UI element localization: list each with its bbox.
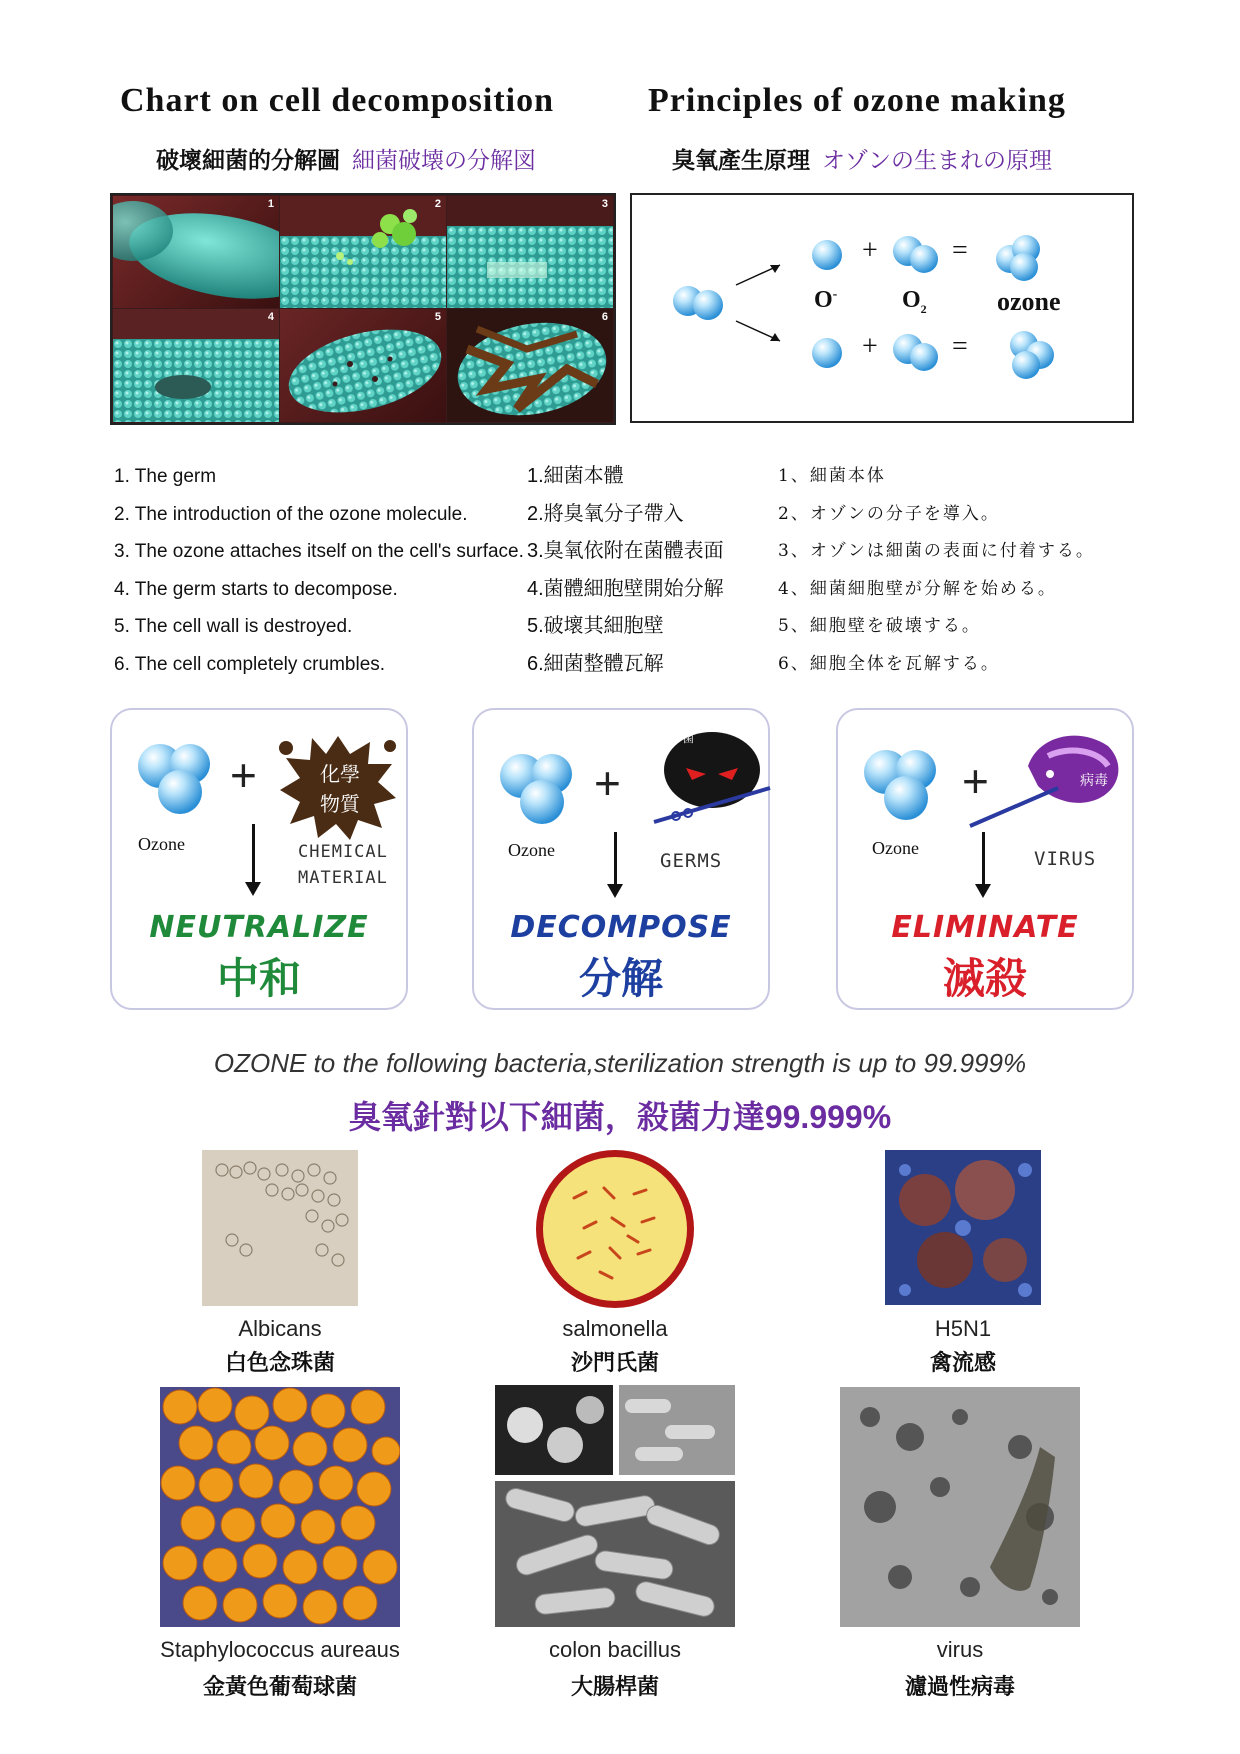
chemical-splat-icon xyxy=(278,732,398,842)
organism-name-zh: 濾過性病毒 xyxy=(904,1674,1015,1699)
salmonella-photo xyxy=(534,1148,696,1310)
eliminate-label-zh: 滅殺 xyxy=(942,955,1027,1002)
ozone-label: ozone xyxy=(997,287,1061,316)
cell-crumbles-image xyxy=(447,309,613,422)
neutralize-label-zh: 中和 xyxy=(216,955,301,1002)
organism-name-en: H5N1 xyxy=(934,1316,992,1341)
germ-icon-text: 菌 xyxy=(683,733,694,745)
cell-tile-5 xyxy=(279,308,447,423)
o2-label xyxy=(902,287,927,317)
organism-name-en: virus xyxy=(936,1637,984,1662)
germs-label: GERMS xyxy=(660,850,723,872)
ozone-label: Ozone xyxy=(508,840,555,860)
cell-decomposition-subtitle-zh: 破壞細菌的分解圖 xyxy=(156,147,340,173)
cell-decomposition-title: Chart on cell decomposition xyxy=(120,82,555,119)
chemical-label-line1: CHEMICAL xyxy=(298,842,388,862)
tile-number: 2 xyxy=(434,198,441,210)
ozone-making-subtitle-zh: 臭氧產生原理 xyxy=(672,147,810,173)
equals-sign-top: = xyxy=(952,235,968,266)
staphylococcus-photo xyxy=(160,1387,400,1627)
decompose-label-zh: 分解 xyxy=(578,955,663,1002)
organism-name-en: salmonella xyxy=(562,1316,668,1341)
step-jp: 1、細菌本体 xyxy=(778,466,886,486)
organism-name-zh: 沙門氏菌 xyxy=(570,1350,659,1375)
chemical-icon-text-2: 物質 xyxy=(320,794,360,816)
o-minus-label xyxy=(814,287,837,314)
virus-label: VIRUS xyxy=(1034,848,1097,870)
steps-list-zh xyxy=(527,458,724,683)
o-minus-base: O xyxy=(814,287,833,313)
tile-number: 1 xyxy=(267,198,274,210)
tile-number: 3 xyxy=(601,198,608,210)
germ-monster-icon xyxy=(634,718,774,828)
plus-sign-top: + xyxy=(862,235,878,266)
cell-tile-6 xyxy=(446,308,614,423)
down-arrow-icon xyxy=(252,824,255,884)
ozone-making-diagram xyxy=(630,193,1134,423)
step-zh: 2.將臭氧分子帶入 xyxy=(527,502,684,525)
cell-tile-4 xyxy=(112,308,280,423)
sterilization-strength-en: OZONE to the following bacteria,sterilization strength is up to 99.999% xyxy=(213,1048,1027,1078)
decompose-card xyxy=(472,708,770,1010)
ozone-making-title: Principles of ozone making xyxy=(648,82,1066,119)
down-arrow-icon xyxy=(982,832,985,886)
ozone-label: Ozone xyxy=(872,838,919,858)
plus-sign-bottom: + xyxy=(862,331,878,362)
virus-icon-text: 病毒 xyxy=(1080,772,1108,788)
organism-name-zh: 白色念珠菌 xyxy=(224,1350,335,1375)
organism-name-en: Albicans xyxy=(238,1316,322,1341)
ozone-molecule-icon xyxy=(132,740,222,820)
tile-number: 6 xyxy=(601,311,608,323)
virus-photo xyxy=(840,1387,1080,1627)
step-zh: 3.臭氧依附在菌體表面 xyxy=(527,540,724,562)
step-en: 2. The introduction of the ozone molecule. xyxy=(114,503,468,525)
cell-wall-destroyed-image xyxy=(280,309,446,422)
step-en: 4. The germ starts to decompose. xyxy=(114,578,398,600)
o-minus-superscript: - xyxy=(832,287,838,302)
step-en: 5. The cell wall is destroyed. xyxy=(114,616,353,637)
step-en: 6. The cell completely crumbles. xyxy=(114,653,386,675)
step-jp: 2、オゾンの分子を導入。 xyxy=(778,503,1000,524)
organism-name-zh: 大腸桿菌 xyxy=(570,1674,659,1699)
ozone-introduction-image xyxy=(280,196,446,308)
ozone-label: Ozone xyxy=(138,834,185,854)
tile-number: 4 xyxy=(267,311,274,323)
step-jp: 3、オゾンは細菌の表面に付着する。 xyxy=(778,541,1095,561)
o2-subscript: 2 xyxy=(920,301,927,316)
plus-sign: + xyxy=(962,755,989,807)
step-jp: 5、細胞壁を破壊する。 xyxy=(778,616,981,636)
step-zh: 5.破壞其細胞壁 xyxy=(527,615,664,637)
decompose-label: DECOMPOSE xyxy=(510,910,732,945)
ozone-attach-image xyxy=(447,196,613,308)
cell-decomposition-chart xyxy=(110,193,616,425)
step-en: 1. The germ xyxy=(114,466,217,487)
cell-tile-2 xyxy=(279,195,447,309)
chemical-icon-text-1: 化學 xyxy=(320,764,360,786)
organism-name-en: colon bacillus xyxy=(548,1637,682,1662)
step-jp: 6、細胞全体を瓦解する。 xyxy=(778,653,1000,674)
plus-sign: + xyxy=(230,749,257,801)
neutralize-card xyxy=(110,708,408,1010)
germ-body-image xyxy=(113,196,279,308)
plus-sign: + xyxy=(594,757,621,809)
cell-tile-3 xyxy=(446,195,614,309)
step-zh: 6.細菌整體瓦解 xyxy=(527,652,664,675)
albicans-photo xyxy=(202,1150,358,1306)
ozone-molecule-icon xyxy=(858,746,948,826)
sterilization-strength-zh: 臭氧針對以下細菌，殺菌力達99.999% xyxy=(348,1099,892,1135)
steps-list-jp xyxy=(778,458,1095,683)
organism-name-zh: 金黃色葡萄球菌 xyxy=(202,1674,357,1699)
equals-sign-bottom: = xyxy=(952,331,968,362)
step-zh: 4.菌體細胞壁開始分解 xyxy=(527,577,724,600)
h5n1-photo xyxy=(885,1150,1041,1305)
decompose-start-image xyxy=(113,309,279,422)
o2-base: O xyxy=(902,287,921,313)
down-arrow-icon xyxy=(614,832,617,886)
step-zh: 1.細菌本體 xyxy=(527,465,624,487)
eliminate-label: ELIMINATE xyxy=(891,910,1079,945)
step-en: 3. The ozone attaches itself on the cell's surface. xyxy=(114,541,524,562)
cell-decomposition-subtitle-jp: 細菌破壊の分解図 xyxy=(352,147,536,173)
colon-bacillus-photo xyxy=(495,1385,735,1627)
cell-decomposition-subtitle xyxy=(156,142,536,175)
chemical-label-line2: MATERIAL xyxy=(298,868,388,888)
organism-name-zh: 禽流感 xyxy=(929,1350,996,1375)
ozone-making-subtitle xyxy=(672,142,1052,175)
neutralize-label: NEUTRALIZE xyxy=(149,910,369,945)
eliminate-card xyxy=(836,708,1134,1010)
ozone-molecule-icon xyxy=(494,750,584,830)
organism-name-en: Staphylococcus aureaus xyxy=(160,1637,400,1662)
steps-list-en xyxy=(114,458,524,683)
step-jp: 4、細菌細胞壁が分解を始める。 xyxy=(778,578,1057,599)
cell-tile-1 xyxy=(112,195,280,309)
ozone-making-subtitle-jp: オゾンの生まれの原理 xyxy=(822,147,1052,173)
tile-number: 5 xyxy=(434,311,441,323)
